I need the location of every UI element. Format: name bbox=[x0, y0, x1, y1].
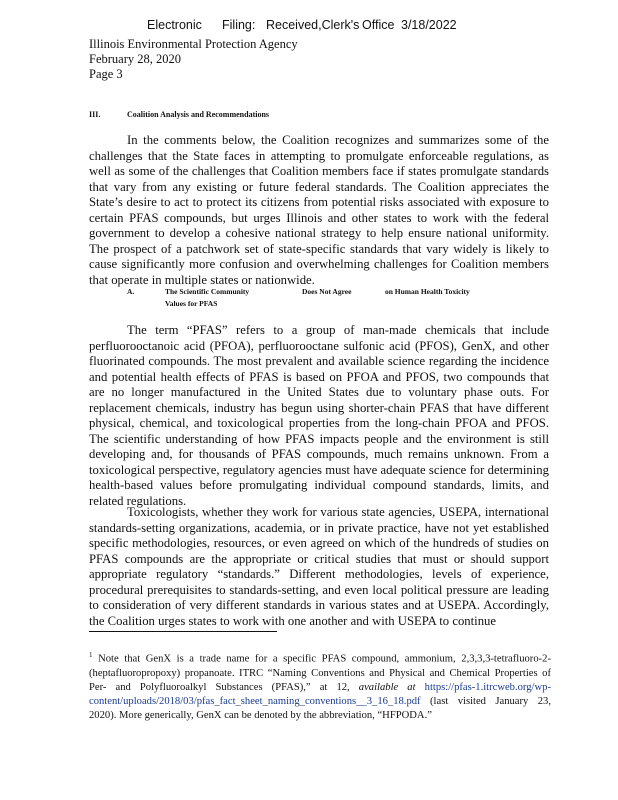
stamp-filing: Filing: bbox=[222, 18, 256, 32]
section-number: III. bbox=[89, 110, 101, 119]
section-title: Coalition Analysis and Recommendations bbox=[127, 110, 270, 119]
header-agency: Illinois Environmental Protection Agency bbox=[89, 37, 298, 51]
stamp-date: 3/18/2022 bbox=[401, 18, 457, 32]
paragraph-coalition-recognizes: In the comments below, the Coalition recognizes and summarizes some of the challenges that the State faces in attempting to promulgate enforceable regulations, as well as some of the challenges that Coalition members face if states promulgate standards that vary from any existing or future federal standards. The Coalition appreciates the State’s desire to act to protect its citizens from potential risks associated with exposure to certain PFAS compounds, but urges Illinois and other states to work with the federal government to develop a cohesive national strategy to help ensure national uniformity. The prospect of a patchwork set of state-specific standards that vary widely is likely to cause significantly more confusion and overwhelming challenges for Coalition members that operate in multiple states or nationwide. bbox=[89, 133, 549, 287]
footnote-divider bbox=[89, 631, 277, 632]
stamp-electronic: Electronic bbox=[147, 18, 202, 32]
footnote-link[interactable]: https://pfas-1.itrcweb.org/wp-content/uploads/2018/03/pfas_fact_sheet_naming_conventions__3_16_18.pdf bbox=[89, 681, 551, 707]
footnote bbox=[89, 648, 551, 723]
subsection-title-part1 bbox=[165, 286, 249, 310]
paragraph-toxicologists: Toxicologists, whether they work for various state agencies, USEPA, international standards-setting organizations, academia, or in private practice, have not yet established specific methodologies, resources, or even agreed on which of the hundreds of studies on PFAS compounds are the appropriate or critical studies that must or should support appropriate regulatory “standards.” Different methodologies, levels of experience, procedural prerequisites to standards-setting, and even local political pressure are leading to consideration of very different standards in various states and at USEPA. Accordingly, the Coalition urges states to work with one another and with USEPA to continue bbox=[89, 505, 549, 628]
stamp-received: Received,Clerk's bbox=[266, 18, 360, 32]
letter-header bbox=[89, 37, 298, 82]
subsection-title-line1: The Scientific Community bbox=[165, 287, 250, 296]
subsection-title-part3: on Human Health Toxicity bbox=[385, 287, 470, 296]
subsection-letter: A. bbox=[127, 287, 135, 296]
header-date: February 28, 2020 bbox=[89, 52, 181, 66]
paragraph-pfas-definition: The term “PFAS” refers to a group of man-made chemicals that include perfluorooctanoic acid (PFOA), perfluorooctane sulfonic acid (PFOS), GenX, and other fluorinated compounds. The most prevalent and available science regarding the incidence and potential health effects of PFAS is based on PFOA and PFOS, two compounds that are no longer manufactured in the United States due to voluntary phase outs. For replacement chemicals, industry has begun using shorter-chain PFAS that have different physical, chemical, and toxicological properties from the long-chain PFOA and PFOS. The scientific understanding of how PFAS impacts people and the environment is still developing and, for thousands of PFAS compounds, much remains unknown. From a toxicological perspective, regulatory agencies must have adequate science for determining health-based values before promulgating individual compound standards, limits, and related regulations. bbox=[89, 323, 549, 508]
footnote-text-a: Note that GenX is a trade name for a specific PFAS compound, ammonium, 2,3,3,3-tetrafluoro-2-(heptafluoropropoxy) propanoate. ITRC “Naming Conventions and Physical and Chemical Properties of Per- and Polyfluoroalkyl Substances (PFAS),” at 12, bbox=[89, 653, 551, 693]
stamp-office: Office bbox=[362, 18, 395, 32]
footnote-text-b: (last visited January 23, 2020). More generically, GenX can be denoted by the abbreviation, “HFPODA.” bbox=[89, 695, 551, 721]
subsection-title-line2: Values for PFAS bbox=[165, 299, 218, 308]
header-page: Page 3 bbox=[89, 67, 123, 81]
footnote-available: available at bbox=[358, 681, 416, 693]
subsection-title-part2: Does Not Agree bbox=[302, 287, 352, 296]
footnote-number: 1 bbox=[89, 651, 93, 659]
